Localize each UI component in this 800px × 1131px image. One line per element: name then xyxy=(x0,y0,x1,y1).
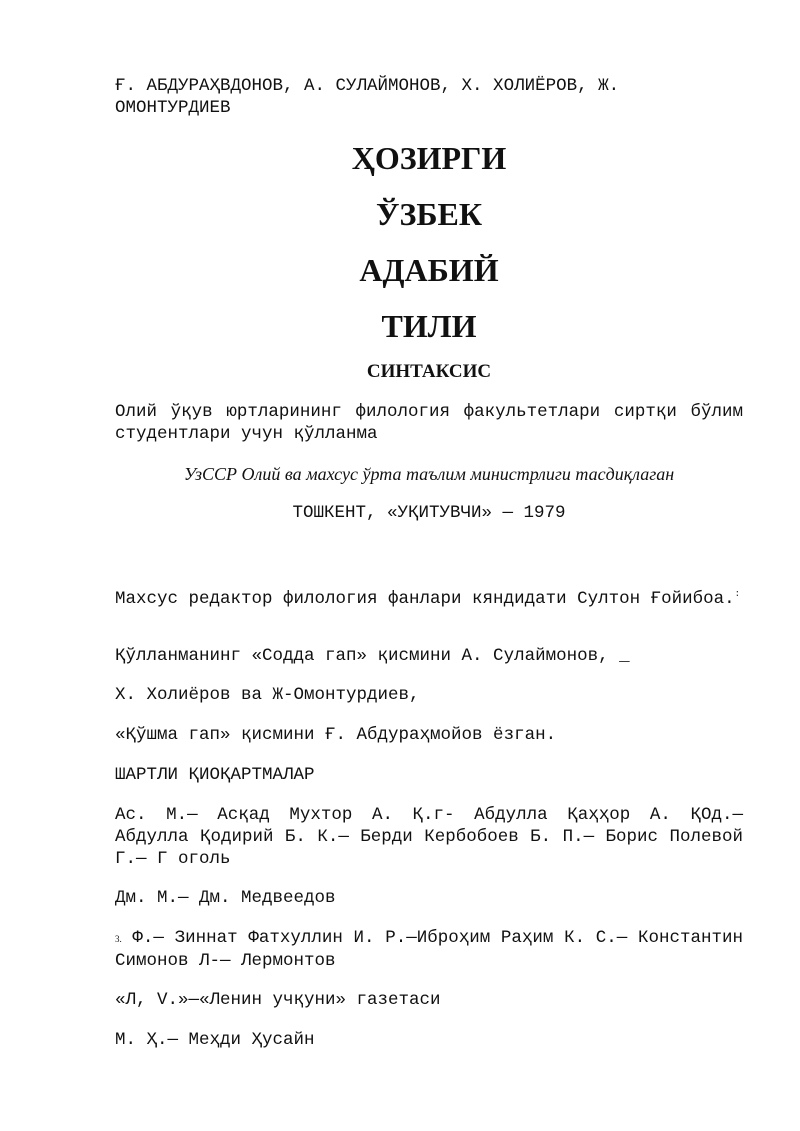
abbreviations-line-3 xyxy=(115,927,743,972)
abbreviations-line-3-text: Ф.— Зиннат Фатхуллин И. Р.—Иброҳим Раҳим К. С.— Константин Симонов Л-— Лермонтов xyxy=(115,928,743,971)
title-line-3: АДАБИЙ xyxy=(359,252,499,288)
approval-note: УзССР Олий ва махсус ўрта таълим министрлиги тасдиқлаган xyxy=(183,464,675,484)
abbreviations-line-2: Дм. М.— Дм. Медвеедов xyxy=(115,888,336,908)
abbreviations-line-1: Ас. М.— Асқад Мухтор А. Қ.г- Абдулла Қаҳҳор А. ҚОд.— Абдулла Қодирий Б. К.— Берди Кербобоев Б. П.— Борис Полевой Г.— Г оголь xyxy=(115,805,743,869)
title-line-2: ЎЗБЕК xyxy=(375,196,483,232)
abbreviations-line-4: «Л, V.»—«Ленин учқуни» газетаси xyxy=(115,990,441,1010)
title-line-4: ТИЛИ xyxy=(381,308,477,344)
abbreviations-heading: ШАРТЛИ ҚИОҚАРТМАЛАР xyxy=(115,765,315,785)
credit-line-1: Қўлланманинг «Содда гап» қисмини А. Сулаймонов, _ xyxy=(115,646,630,666)
abbreviations-line-5: М. Ҳ.— Меҳди Ҳусайн xyxy=(115,1030,315,1050)
subtitle: СИНТАКСИС xyxy=(366,361,492,382)
line-number-mark: 3. xyxy=(115,934,122,944)
title-line-1: ҲОЗИРГИ xyxy=(351,140,507,176)
credit-line-2: X. Холиёров ва Ж-Омонтурдиев, xyxy=(115,685,420,705)
authors-line: Ғ. АБДУРАҲВДОНОВ, А. СУЛАЙМОНОВ, Х. ХОЛИЁРОВ, Ж. ОМОНТУРДИЕВ xyxy=(115,76,620,118)
purpose-text: Олий ўқув юртларининг филология факультетлари сиртқи бўлим студентлари учун қўлланма xyxy=(115,402,743,444)
editor-note xyxy=(115,583,743,610)
credit-line-3: «Қўшма гап» қисмини Ғ. Абдураҳмойов ёзган. xyxy=(115,725,557,745)
editor-mark: : xyxy=(734,589,741,599)
editor-text: Махсус редактор филология фанлари кяндидати Султон Ғойибоа. xyxy=(115,588,735,609)
imprint: ТОШКЕНТ, «УҚИТУВЧИ» — 1979 xyxy=(292,503,566,523)
